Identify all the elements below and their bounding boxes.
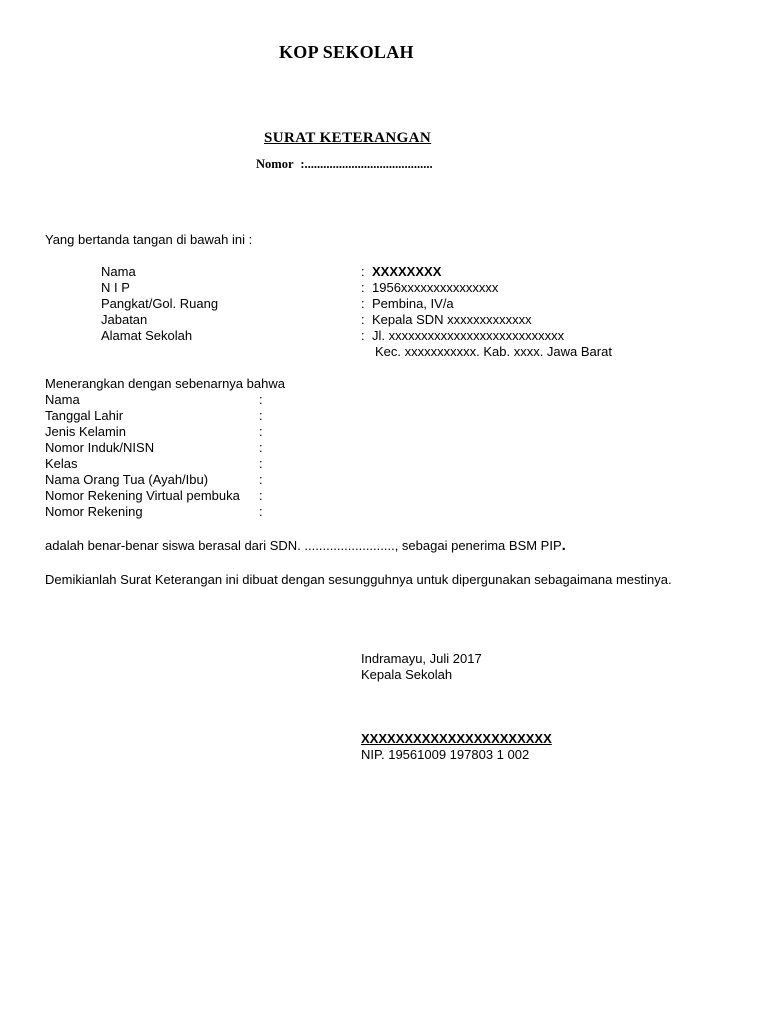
signer-field-label: Nama bbox=[101, 264, 136, 279]
signature-nip: NIP. 19561009 197803 1 002 bbox=[361, 747, 530, 762]
student-field-label: Nama Orang Tua (Ayah/Ibu) bbox=[45, 472, 209, 487]
signer-address-line2: Kec. xxxxxxxxxxx. Kab. xxxx. Jawa Barat bbox=[375, 344, 612, 359]
document-title: SURAT KETERANGAN bbox=[264, 130, 432, 146]
nomor-line bbox=[256, 156, 433, 172]
signer-rank-value: Pembina, IV/a bbox=[372, 296, 454, 311]
signer-field-label: Alamat Sekolah bbox=[101, 328, 193, 343]
confirmation-period: . bbox=[561, 537, 566, 554]
confirmation-body: adalah benar-benar siswa berasal dari SDN. ........................., sebagai penerima BSM PIP bbox=[45, 538, 562, 553]
student-field-label: Nama bbox=[45, 392, 80, 407]
confirmation-text bbox=[45, 538, 566, 554]
letterhead-title: KOP SEKOLAH bbox=[279, 42, 414, 62]
student-field-separator: : bbox=[259, 440, 263, 455]
closing-paragraph: Demikianlah Surat Keterangan ini dibuat dengan sesungguhnya untuk dipergunakan sebagaimana mestinya. bbox=[45, 572, 672, 587]
statement-text: Menerangkan dengan sebenarnya bahwa bbox=[45, 376, 285, 391]
signer-field-separator: : bbox=[361, 296, 365, 311]
signer-position-value: Kepala SDN xxxxxxxxxxxxx bbox=[372, 312, 532, 327]
signer-field-separator: : bbox=[361, 264, 365, 279]
student-field-label: Tanggal Lahir bbox=[45, 408, 124, 423]
signer-name-value: XXXXXXXX bbox=[372, 264, 442, 279]
signature-place-date: Indramayu, Juli 2017 bbox=[361, 651, 482, 666]
student-field-separator: : bbox=[259, 504, 263, 519]
signer-address-value: Jl. xxxxxxxxxxxxxxxxxxxxxxxxxxx bbox=[372, 328, 565, 343]
signature-position: Kepala Sekolah bbox=[361, 667, 453, 682]
student-field-separator: : bbox=[259, 392, 263, 407]
student-field-label: Nomor Induk/NISN bbox=[45, 440, 155, 455]
nomor-label: Nomor bbox=[256, 157, 294, 171]
signer-field-separator: : bbox=[361, 280, 365, 295]
signature-name: XXXXXXXXXXXXXXXXXXXXXX bbox=[361, 731, 552, 746]
student-field-label: Nomor Rekening bbox=[45, 504, 143, 519]
student-field-separator: : bbox=[259, 424, 263, 439]
student-field-label: Kelas bbox=[45, 456, 78, 471]
student-field-label: Jenis Kelamin bbox=[45, 424, 126, 439]
signer-nip-value: 1956xxxxxxxxxxxxxxx bbox=[372, 280, 499, 295]
student-field-label: Nomor Rekening Virtual pembuka bbox=[45, 488, 240, 503]
intro-text: Yang bertanda tangan di bawah ini : bbox=[45, 232, 253, 247]
student-field-separator: : bbox=[259, 408, 263, 423]
signer-field-label: N I P bbox=[101, 280, 130, 295]
signer-field-separator: : bbox=[361, 328, 365, 343]
nomor-value: :......................................... bbox=[300, 157, 433, 171]
signer-field-separator: : bbox=[361, 312, 365, 327]
signer-field-label: Jabatan bbox=[101, 312, 148, 327]
signer-field-label: Pangkat/Gol. Ruang bbox=[101, 296, 219, 311]
student-field-separator: : bbox=[259, 488, 263, 503]
student-field-separator: : bbox=[259, 456, 263, 471]
student-field-separator: : bbox=[259, 472, 263, 487]
